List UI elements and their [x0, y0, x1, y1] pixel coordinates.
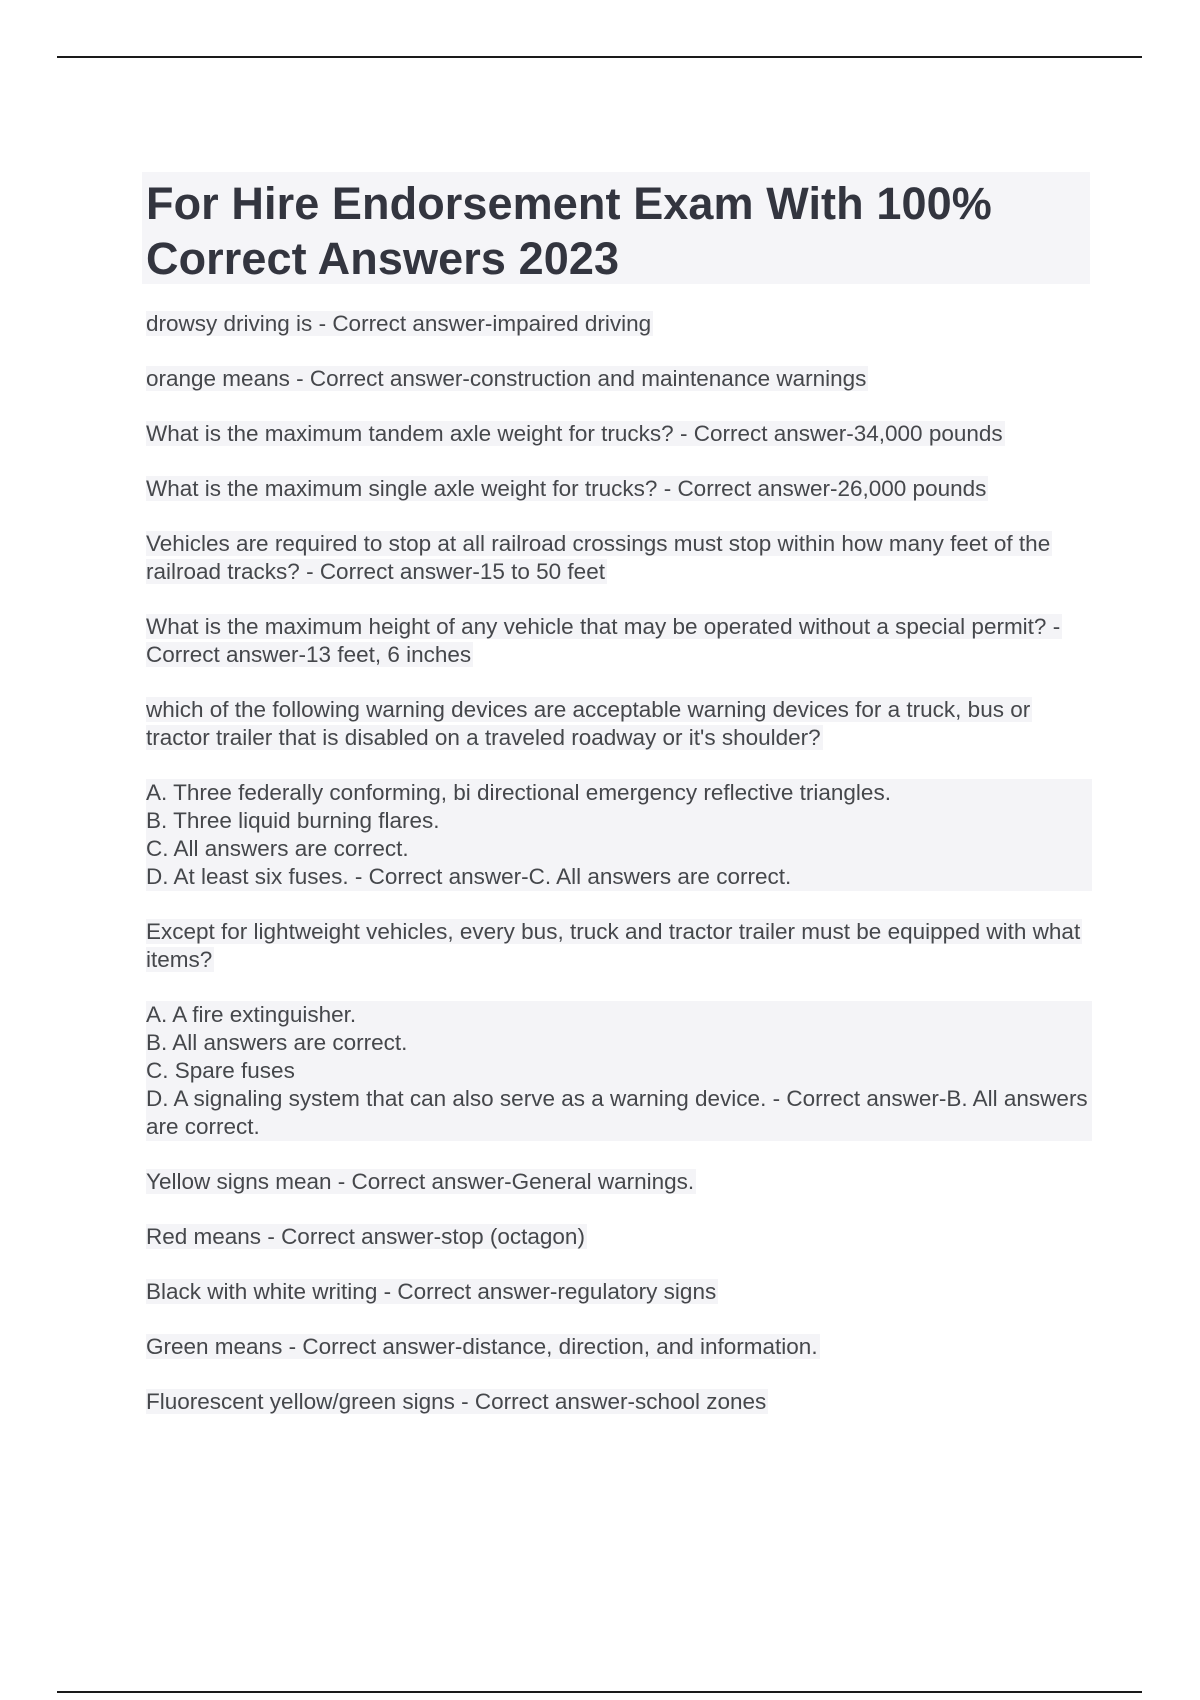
qa-item: Fluorescent yellow/green signs - Correct answer-school zones	[146, 1389, 767, 1414]
qa-item: Yellow signs mean - Correct answer-General warnings.	[146, 1169, 695, 1194]
qa-item: Red means - Correct answer-stop (octagon)	[146, 1224, 585, 1249]
qa-item: Green means - Correct answer-distance, direction, and information.	[146, 1334, 818, 1359]
qa-item: Black with white writing - Correct answer-regulatory signs	[146, 1279, 717, 1304]
qa-item: What is the maximum height of any vehicle that may be operated without a special permit? - Correct answer-13 feet, 6 inches	[146, 614, 1061, 667]
mc-question-warning-devices: which of the following warning devices are acceptable warning devices for a truck, bus or tractor trailer that is disabled on a traveled roadway or it's shoulder?	[146, 697, 1031, 750]
mc-options-equipment	[146, 1001, 1092, 1141]
bottom-rule	[57, 1691, 1142, 1693]
mc-option: C. Spare fuses	[146, 1057, 1092, 1085]
title-block	[142, 172, 1090, 284]
mc-options-warning-devices	[146, 779, 1092, 891]
mc-option: C. All answers are correct.	[146, 835, 1092, 863]
mc-option-with-answer: D. At least six fuses. - Correct answer-C. All answers are correct.	[146, 863, 1092, 891]
mc-option: A. A fire extinguisher.	[146, 1001, 1092, 1029]
mc-option-with-answer: D. A signaling system that can also serve as a warning device. - Correct answer-B. All answers are correct.	[146, 1085, 1092, 1141]
mc-option: A. Three federally conforming, bi directional emergency reflective triangles.	[146, 779, 1092, 807]
page-title: For Hire Endorsement Exam With 100% Correct Answers 2023	[146, 178, 992, 284]
mc-question-equipment: Except for lightweight vehicles, every bus, truck and tractor trailer must be equipped with what items?	[146, 919, 1081, 972]
qa-item: orange means - Correct answer-construction and maintenance warnings	[146, 366, 867, 391]
qa-item: What is the maximum tandem axle weight for trucks? - Correct answer-34,000 pounds	[146, 421, 1003, 446]
qa-item: What is the maximum single axle weight for trucks? - Correct answer-26,000 pounds	[146, 476, 987, 501]
top-rule	[57, 56, 1142, 58]
document-body	[146, 310, 1092, 1443]
mc-option: B. All answers are correct.	[146, 1029, 1092, 1057]
qa-item: Vehicles are required to stop at all railroad crossings must stop within how many feet of the railroad tracks? - Correct answer-15 to 50 feet	[146, 531, 1051, 584]
mc-option: B. Three liquid burning flares.	[146, 807, 1092, 835]
qa-item: drowsy driving is - Correct answer-impaired driving	[146, 311, 652, 336]
